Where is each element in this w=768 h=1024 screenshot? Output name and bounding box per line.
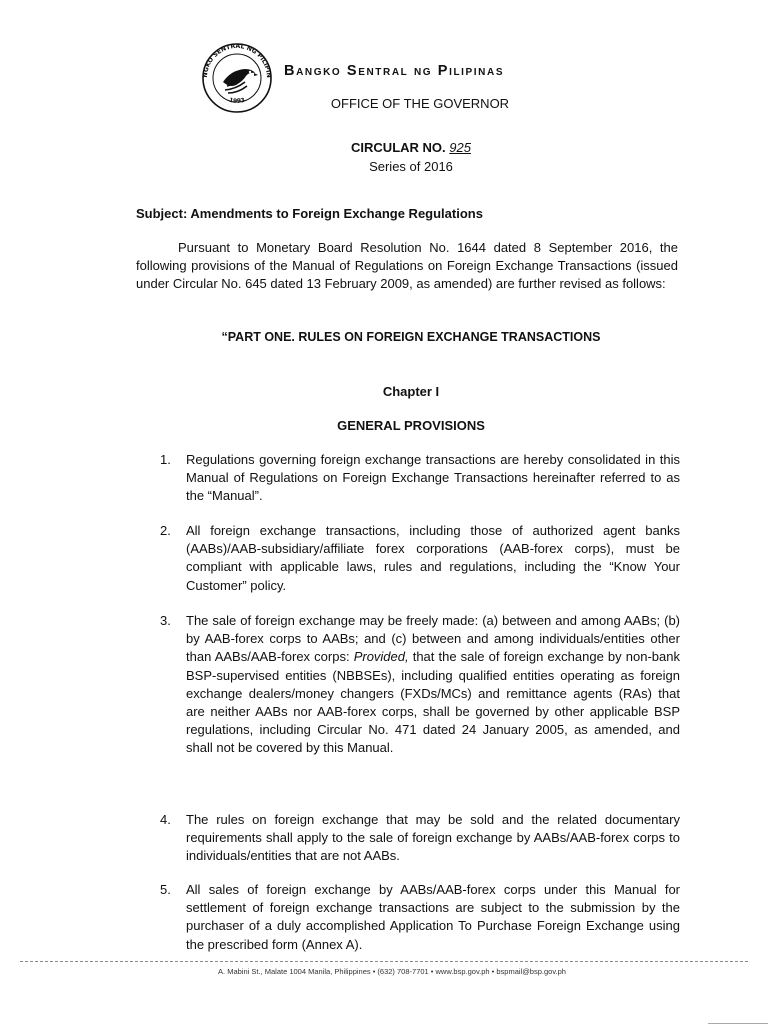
subject-line: Subject: Amendments to Foreign Exchange Regulations: [136, 206, 483, 221]
circular-label: CIRCULAR NO.: [351, 140, 446, 155]
item-number: 4.: [160, 812, 171, 827]
footer-divider: [20, 961, 748, 962]
item-number: 5.: [160, 882, 171, 897]
section-title: GENERAL PROVISIONS: [337, 418, 485, 433]
seal-text-top: NGKO SENTRAL NG PILIPIN: [201, 42, 273, 79]
item-text: All foreign exchange transactions, including those of authorized agent banks (AABs)/AAB-subsidiary/affiliate forex corporations (AAB-forex corps), must be compliant with applicable laws, rules and regulations, including the “Know Your Customer” policy.: [186, 523, 680, 593]
office-title: OFFICE OF THE GOVERNOR: [330, 96, 510, 111]
item-text: Regulations governing foreign exchange transactions are hereby consolidated in this Manual of Regulations on Foreign Exchange Transactions hereinafter referred to as the “Manual”.: [186, 452, 680, 504]
footer-address: A. Mabini St., Malate 1004 Manila, Philippines • (632) 708-7701 • www.bsp.gov.ph • bspmail@bsp.gov.ph: [218, 967, 566, 976]
circular-series: Series of 2016: [369, 159, 453, 174]
list-item: [160, 522, 680, 595]
list-item: [160, 881, 680, 954]
item-text-emphasis: Provided,: [353, 649, 409, 665]
circular-heading: [0, 140, 768, 155]
list-item: [160, 811, 680, 866]
part-title: “PART ONE. RULES ON FOREIGN EXCHANGE TRANSACTIONS: [221, 330, 601, 344]
bank-name: Bangko Sentral ng Pilipinas: [284, 63, 505, 79]
intro-text: Pursuant to Monetary Board Resolution No. 1644 dated 8 September 2016, the following provisions of the Manual of Regulations on Foreign Exchange Transactions (issued under Circular No. 645 dated 13 February 2009, as amended) are further revised as follows:: [136, 240, 678, 291]
item-text: [186, 612, 680, 758]
chapter-title: Chapter I: [382, 384, 440, 399]
item-text-part-a: The sale of foreign exchange may be freely made: (a) between and among AABs; (b) by AAB-forex corps to AABs; and (c) between and among individuals/entities other than AABs/AAB-forex corps:: [186, 613, 680, 665]
item-text: The rules on foreign exchange that may be sold and the related documentary requirements shall apply to the sale of foreign exchange by AABs/AAB-forex corps to individuals/entities that are not AABs.: [186, 812, 680, 864]
item-number: 1.: [160, 452, 171, 467]
list-item: [160, 612, 680, 758]
item-number: 2.: [160, 523, 171, 538]
item-text: All sales of foreign exchange by AABs/AAB-forex corps under this Manual for settlement of foreign exchange transactions are subject to the submission by the purchaser of a duly accomplished Application To Purchase Foreign Exchange using the prescribed form (Annex A).: [186, 882, 680, 952]
seal-text-bottom: 1993: [228, 96, 246, 105]
intro-paragraph: [136, 239, 678, 293]
item-number: 3.: [160, 613, 171, 628]
circular-number: 925: [449, 140, 471, 155]
item-text-part-b: that the sale of foreign exchange by non-bank BSP-supervised entities (NBBSEs), including qualified entities operating as foreign exchange dealers/money changers (FXDs/MCs) and remittance agents (RAs) that are neither AABs nor AAB-forex corps, shall be governed by other applicable BSP regulations, including Circular No. 471 dated 24 January 2005, as amended, and shall not be covered by this Manual.: [186, 649, 680, 756]
list-item: [160, 451, 680, 506]
